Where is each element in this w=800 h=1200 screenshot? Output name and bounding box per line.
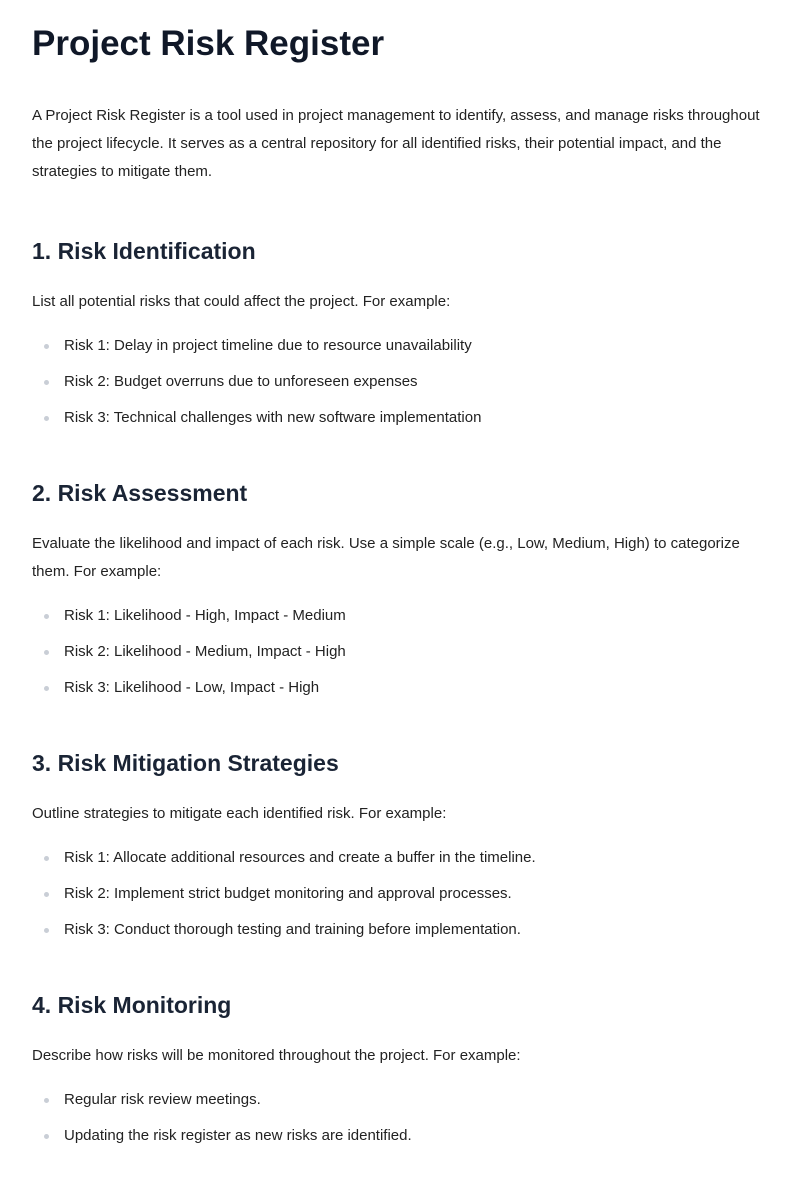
intro-paragraph: A Project Risk Register is a tool used in project management to identify, assess, and manage risks throughout the project lifecycle. It serves as a central repository for all identified risks, their potential impact, and the strategies to mitigate them. bbox=[32, 107, 760, 180]
section-heading: 4. Risk Monitoring bbox=[32, 992, 232, 1018]
list-item: Risk 3: Technical challenges with new software implementation bbox=[32, 408, 768, 428]
list-item: Risk 2: Implement strict budget monitoring and approval processes. bbox=[32, 884, 768, 904]
list-item: Risk 3: Likelihood - Low, Impact - High bbox=[32, 678, 768, 698]
section-risk-assessment bbox=[32, 477, 768, 698]
page-title: Project Risk Register bbox=[32, 24, 385, 63]
section-risk-identification bbox=[32, 235, 768, 428]
bullet-list bbox=[32, 606, 768, 698]
list-item: Risk 2: Budget overruns due to unforeseen expenses bbox=[32, 372, 768, 392]
list-item: Risk 1: Allocate additional resources and create a buffer in the timeline. bbox=[32, 848, 768, 868]
bullet-list bbox=[32, 1090, 768, 1146]
section-description: Describe how risks will be monitored throughout the project. For example: bbox=[32, 1047, 521, 1064]
section-risk-mitigation-strategies bbox=[32, 747, 768, 940]
bullet-list bbox=[32, 848, 768, 940]
section-heading: 2. Risk Assessment bbox=[32, 480, 248, 506]
list-item: Updating the risk register as new risks are identified. bbox=[32, 1126, 768, 1146]
section-description: List all potential risks that could affect the project. For example: bbox=[32, 293, 451, 310]
bullet-list bbox=[32, 336, 768, 428]
list-item: Risk 1: Likelihood - High, Impact - Medium bbox=[32, 606, 768, 626]
section-risk-monitoring bbox=[32, 989, 768, 1146]
list-item: Risk 1: Delay in project timeline due to resource unavailability bbox=[32, 336, 768, 356]
list-item: Risk 3: Conduct thorough testing and training before implementation. bbox=[32, 920, 768, 940]
section-description: Outline strategies to mitigate each identified risk. For example: bbox=[32, 805, 447, 822]
section-heading: 3. Risk Mitigation Strategies bbox=[32, 750, 339, 776]
section-description: Evaluate the likelihood and impact of each risk. Use a simple scale (e.g., Low, Medium, High) to categorize them. For example: bbox=[32, 535, 740, 580]
list-item: Regular risk review meetings. bbox=[32, 1090, 768, 1110]
section-heading: 1. Risk Identification bbox=[32, 238, 256, 264]
list-item: Risk 2: Likelihood - Medium, Impact - High bbox=[32, 642, 768, 662]
